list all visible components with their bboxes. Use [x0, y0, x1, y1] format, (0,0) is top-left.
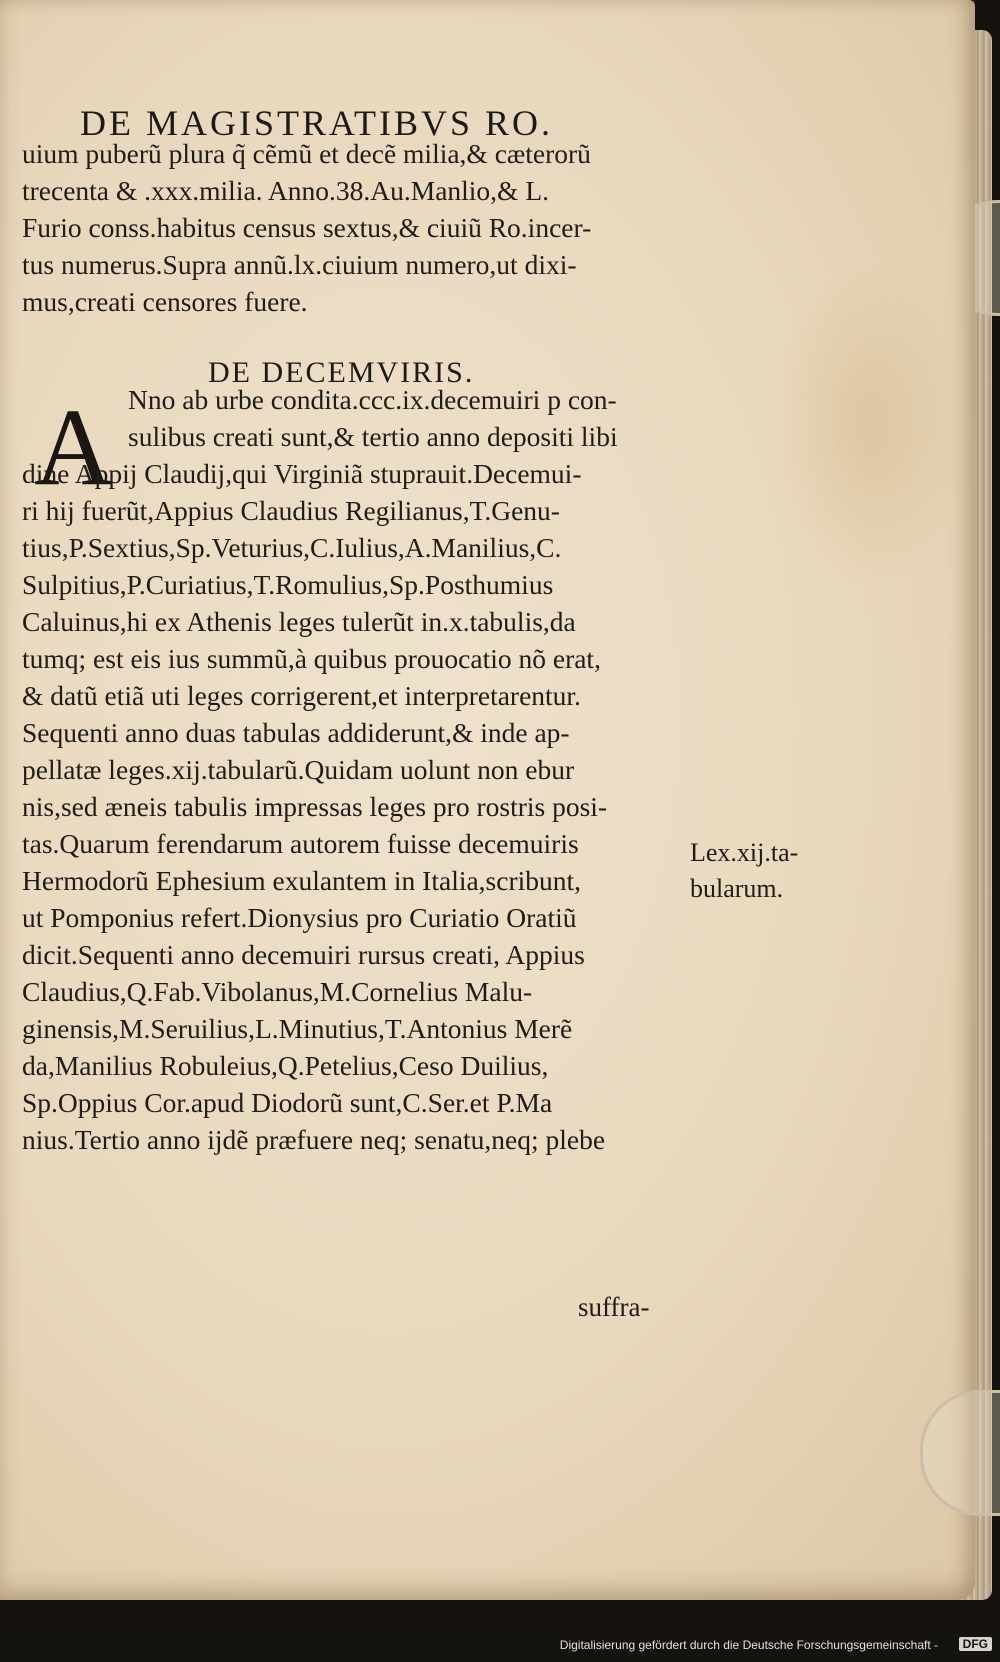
text-line: Sp.Oppius Cor.apud Diodorũ sunt,C.Ser.et P.Ma: [22, 1087, 553, 1118]
text-line: dine Appij Claudij,qui Virginiã stuprauit.Decemui-: [22, 458, 582, 489]
text-line: tius,P.Sextius,Sp.Veturius,C.Iulius,A.Manilius,C.: [22, 532, 562, 563]
text-line: tumq; est eis ius summũ,à quibus prouocatio nõ erat,: [22, 643, 601, 674]
text-line: sulibus creati sunt,& tertio anno depositi libi: [128, 421, 618, 452]
text-line: Claudius,Q.Fab.Vibolanus,M.Cornelius Malu-: [22, 976, 533, 1007]
text-line: ginensis,M.Seruilius,L.Minutius,T.Antonius Merẽ: [22, 1013, 573, 1044]
dfg-logo: DFG: [959, 1637, 992, 1651]
marginal-note-line: Lex.xij.ta-: [690, 838, 799, 867]
text-line: mus,creati censores fuere.: [22, 286, 308, 317]
text-line: Caluinus,hi ex Athenis leges tulerũt in.x.tabulis,da: [22, 606, 576, 637]
text-line: Nno ab urbe condita.ccc.ix.decemuiri p con-: [128, 384, 617, 415]
running-head: DE MAGISTRATIBVS RO.: [80, 103, 554, 143]
text-line: uium puberũ plura q̃ cẽmũ et decẽ milia,& cæterorũ: [22, 138, 591, 169]
text-line: dicit.Sequenti anno decemuiri rursus creati, Appius: [22, 939, 585, 970]
text-line: ri hij fuerũt,Appius Claudius Regilianus,T.Genu-: [22, 495, 560, 526]
catchword: suffra-: [578, 1292, 650, 1322]
text-line: tus numerus.Supra annũ.lx.ciuium numero,ut dixi-: [22, 249, 577, 280]
text-line: tas.Quarum ferendarum autorem fuisse decemuiris: [22, 828, 579, 859]
text-line: da,Manilius Robuleius,Q.Petelius,Ceso Duilius,: [22, 1050, 549, 1081]
text-line: Sequenti anno duas tabulas addiderunt,& inde ap-: [22, 717, 570, 748]
text-line: nius.Tertio anno ijdẽ præfuere neq; senatu,neq; plebe: [22, 1124, 606, 1155]
text-line: & datũ etiã uti leges corrigerent,et interpretarentur.: [22, 680, 581, 711]
section-heading: DE DECEMVIRIS.: [208, 356, 475, 389]
text-line: Sulpitius,P.Curiatius,T.Romulius,Sp.Posthumius: [22, 569, 554, 600]
text-line: nis,sed æneis tabulis impressas leges pro rostris posi-: [22, 791, 608, 822]
text-line: pellatæ leges.xij.tabularũ.Quidam uolunt non ebur: [22, 754, 575, 785]
marginal-note-line: bularum.: [690, 874, 784, 903]
initial-letter: A: [34, 386, 114, 508]
text-line: Furio conss.habitus census sextus,& ciuiũ Ro.incer-: [22, 212, 592, 243]
text-line: trecenta & .xxx.milia. Anno.38.Au.Manlio,& L.: [22, 175, 549, 206]
text-line: Hermodorũ Ephesium exulantem in Italia,scribunt,: [22, 865, 582, 896]
water-stain: [770, 260, 970, 590]
digitization-credit: Digitalisierung gefördert durch die Deutsche Forschungsgemeinschaft -: [559, 1638, 938, 1652]
text-line: ut Pomponius refert.Dionysius pro Curiatio Oratiũ: [22, 902, 577, 933]
